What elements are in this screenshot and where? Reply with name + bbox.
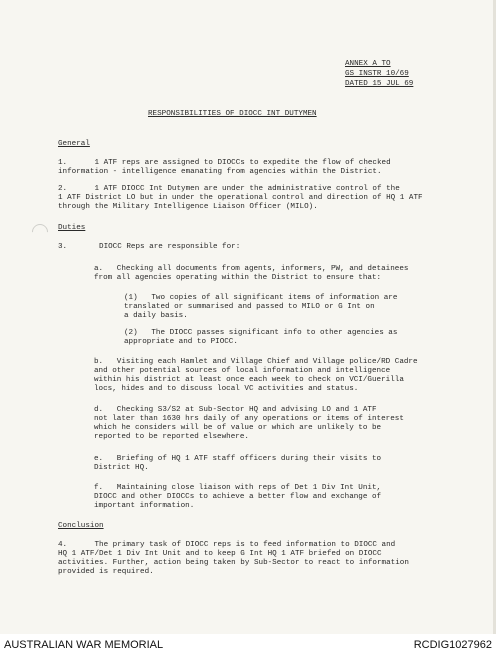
item-b-line-4: locs, hides and to discuss local VC activities and status. xyxy=(94,385,359,393)
archive-footer xyxy=(0,634,496,654)
para-4-line-3: activities. Further, action being taken by Sub-Sector to react to information xyxy=(58,559,409,567)
para-1-line-1: 1. 1 ATF reps are assigned to DIOCCs to expedite the flow of checked xyxy=(58,159,391,167)
item-b-line-2: and other potential sources of local information and intelligence xyxy=(94,367,391,375)
punch-hole-mark xyxy=(29,221,52,244)
item-a2-line-2: appropriate and to PIOCC. xyxy=(124,338,238,346)
para-2-line-1: 2. 1 ATF DIOCC Int Dutymen are under the administrative control of the xyxy=(58,185,400,193)
item-a2-line-1: (2) The DIOCC passes significant info to other agencies as xyxy=(124,329,398,337)
item-d-line-2: not later than 1630 hrs daily of any operations or items of interest xyxy=(94,415,404,423)
item-a1-line-1: (1) Two copies of all significant items of information are xyxy=(124,294,398,302)
para-4-line-4: provided is required. xyxy=(58,568,154,576)
item-a1-line-3: a daily basis. xyxy=(124,312,188,320)
heading-duties: Duties xyxy=(58,224,86,232)
item-d-line-1: d. Checking S3/S2 at Sub-Sector HQ and advising LO and 1 ATF xyxy=(94,406,377,414)
item-b-line-3: within his district at least once each week to check on VCI/Guerilla xyxy=(94,376,404,384)
item-f-line-2: DIOCC and other DIOCCs to achieve a better flow and exchange of xyxy=(94,493,382,501)
para-2-line-3: through the Military Intelligence Liaison Officer (MILO). xyxy=(58,203,318,211)
item-d-line-3: which he considers will be of value or which are unlikely to be xyxy=(94,424,382,432)
para-2-line-2: 1 ATF District LO but in under the operational control and direction of HQ 1 ATF xyxy=(58,194,423,202)
item-e-line-2: District HQ. xyxy=(94,464,149,472)
footer-source: AUSTRALIAN WAR MEMORIAL xyxy=(4,639,164,651)
para-1-line-2: information - intelligence emanating from agencies within the District. xyxy=(58,168,382,176)
item-f-line-1: f. Maintaining close liaison with reps of Det 1 Div Int Unit, xyxy=(94,484,382,492)
annex-line-1: ANNEX A TO xyxy=(345,60,391,68)
item-d-line-4: reported to be reported elsewhere. xyxy=(94,433,249,441)
heading-general: General xyxy=(58,140,90,148)
para-3: 3. DIOCC Reps are responsible for: xyxy=(58,243,241,251)
annex-line-3: DATED 15 JUL 69 xyxy=(345,80,414,88)
document-title: RESPONSIBILITIES OF DIOCC INT DUTYMEN xyxy=(148,110,317,118)
item-a-line-1: a. Checking all documents from agents, informers, PW, and detainees xyxy=(94,265,409,273)
item-f-line-3: important information. xyxy=(94,502,195,510)
para-4-line-1: 4. The primary task of DIOCC reps is to feed information to DIOCC and xyxy=(58,541,396,549)
annex-line-2: GS INSTR 10/69 xyxy=(345,70,409,78)
heading-conclusion: Conclusion xyxy=(58,522,104,530)
item-a-line-2: from all agencies operating within the District to ensure that: xyxy=(94,274,382,282)
footer-record-id: RCDIG1027962 xyxy=(413,639,492,651)
item-b-line-1: b. Visiting each Hamlet and Village Chief and Village police/RD Cadre xyxy=(94,358,418,366)
item-a1-line-2: translated or summarised and passed to MILO or G Int on xyxy=(124,303,375,311)
item-e-line-1: e. Briefing of HQ 1 ATF staff officers during their visits to xyxy=(94,455,382,463)
para-4-line-2: HQ 1 ATF/Det 1 Div Int Unit and to keep G Int HQ 1 ATF briefed on DIOCC xyxy=(58,550,382,558)
